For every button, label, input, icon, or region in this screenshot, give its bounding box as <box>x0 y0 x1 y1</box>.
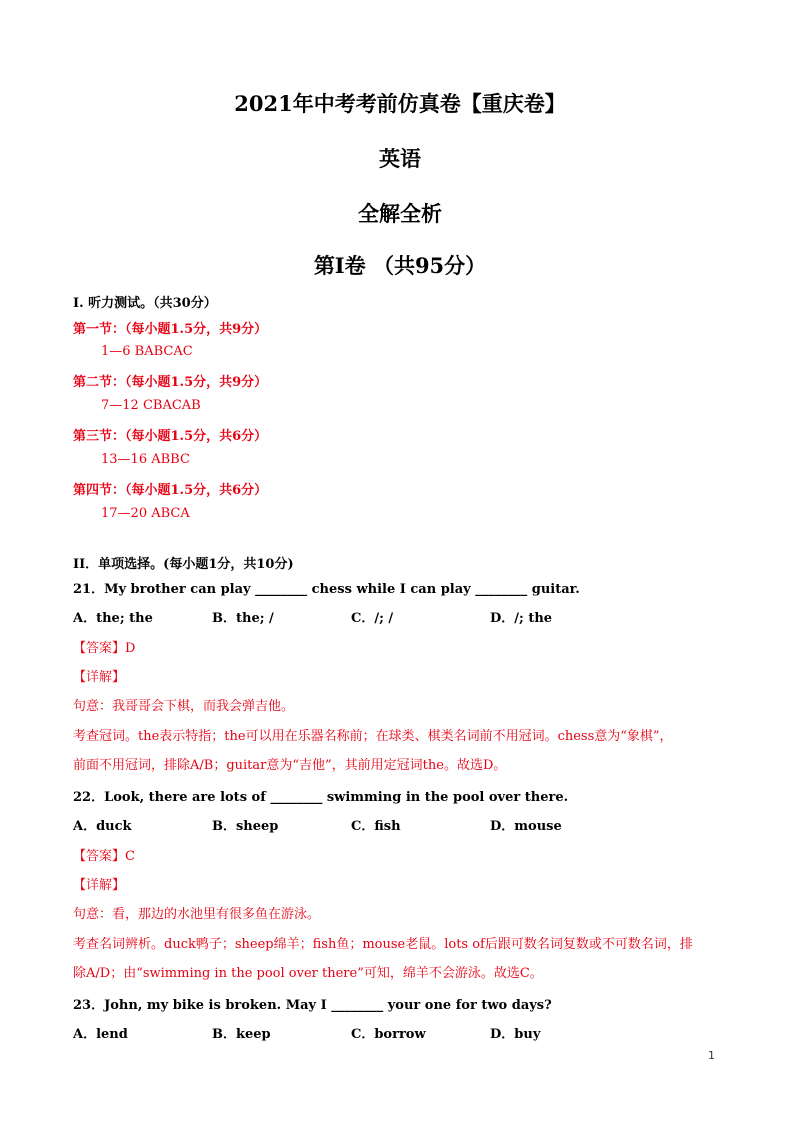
option-b: B．sheep <box>212 819 279 834</box>
option-c: C．fish <box>351 819 401 834</box>
explanation-line: 前面不用冠词，排除A/B；guitar意为“吉他”，其前用定冠词the。故选D。 <box>73 758 507 773</box>
explanation-line: 除A/D；由“swimming in the pool over there”可知，绵羊不会游泳。故选C。 <box>73 966 543 981</box>
option-d: D．buy <box>490 1027 541 1042</box>
part-answers: 7—12 CBACAB <box>101 398 201 413</box>
option-b: B．the; / <box>212 611 274 626</box>
answer-label: 【答案】C <box>73 849 135 864</box>
sentence-meaning: 句意：看，那边的水池里有很多鱼在游泳。 <box>73 907 321 922</box>
volume-heading: 第I卷 （共95分） <box>313 253 487 278</box>
option-a: A．lend <box>73 1027 128 1042</box>
part-answers: 17—20 ABCA <box>101 506 190 521</box>
subtitle-heading: 全解全析 <box>358 201 442 226</box>
option-a: A．the; the <box>73 611 153 626</box>
subject-heading: 英语 <box>379 146 421 171</box>
part-label: 第三节：（每小题1.5分，共6分） <box>73 429 268 444</box>
answer-label: 【答案】D <box>73 641 136 656</box>
question-stem: 21．My brother can play ________ chess while I can play ________ guitar. <box>73 582 580 597</box>
single-choice-section-heading: II．单项选择。(每小题1分，共10分) <box>73 557 294 572</box>
part-label: 第二节：（每小题1.5分，共9分） <box>73 375 268 390</box>
explanation-line: 考查名词辨析。duck鸭子；sheep绵羊；fish鱼；mouse老鼠。lots of后跟可数名词复数或不可数名词，排 <box>73 937 693 952</box>
question-stem: 22．Look, there are lots of ________ swimming in the pool over there. <box>73 790 569 805</box>
detail-label: 【详解】 <box>73 670 126 685</box>
part-label: 第四节：（每小题1.5分，共6分） <box>73 483 268 498</box>
exam-title: 2021年中考考前仿真卷【重庆卷】 <box>234 91 566 116</box>
detail-label: 【详解】 <box>73 878 126 893</box>
part-answers: 1—6 BABCAC <box>101 344 193 359</box>
option-a: A．duck <box>73 819 132 834</box>
part-label: 第一节：（每小题1.5分，共9分） <box>73 322 268 337</box>
option-c: C．borrow <box>351 1027 426 1042</box>
listening-section-heading: I. 听力测试。（共30分） <box>73 296 217 311</box>
option-d: D．mouse <box>490 819 562 834</box>
option-d: D．/; the <box>490 611 553 626</box>
sentence-meaning: 句意：我哥哥会下棋，而我会弹吉他。 <box>73 699 295 714</box>
question-stem: 23．John, my bike is broken. May I ________ your one for two days? <box>73 998 552 1013</box>
option-c: C．/; / <box>351 611 394 626</box>
explanation-line: 考查冠词。the表示特指；the可以用在乐器名称前；在球类、棋类名词前不用冠词。chess意为“象棋”， <box>73 729 673 744</box>
page-number: 1 <box>708 1049 715 1062</box>
part-answers: 13—16 ABBC <box>101 452 190 467</box>
option-b: B．keep <box>212 1027 271 1042</box>
